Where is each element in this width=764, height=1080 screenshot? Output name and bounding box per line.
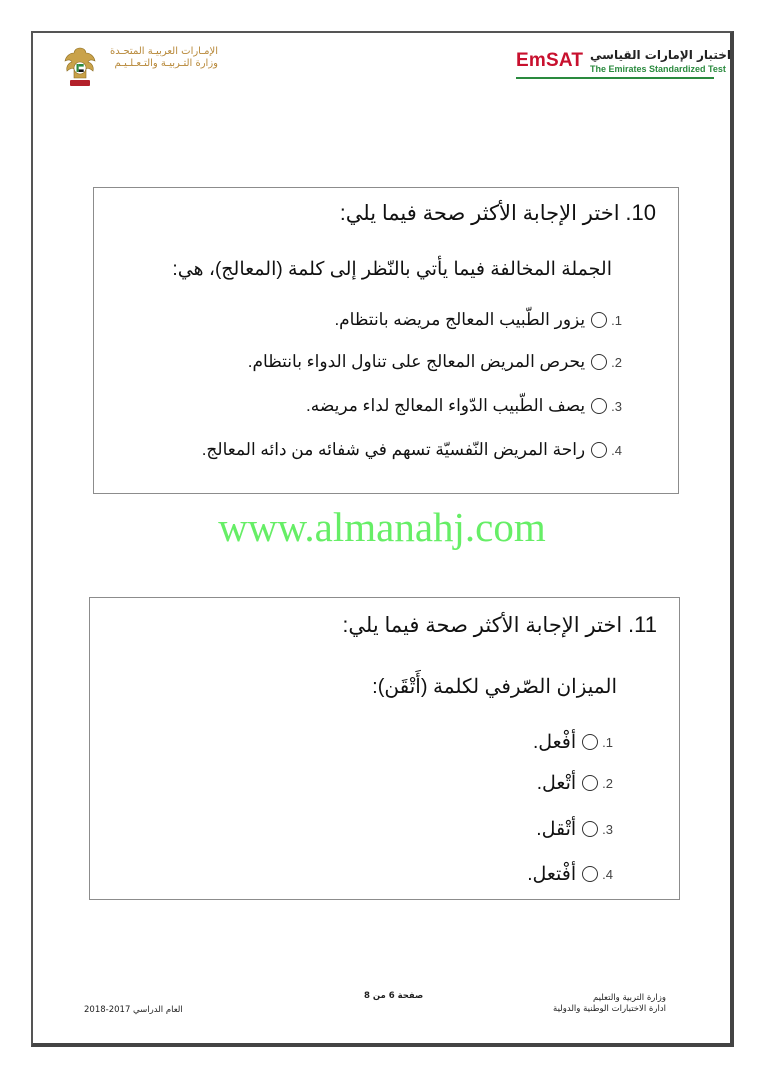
emsat-underline: [516, 77, 714, 79]
radio-button-icon[interactable]: [582, 866, 598, 882]
option-number: .4: [602, 866, 613, 882]
question-10-option-1[interactable]: [334, 308, 622, 332]
footer-department: ادارة الاختبارات الوطنية والدولية: [553, 1004, 666, 1014]
question-10-box: [93, 187, 679, 494]
question-11-option-3[interactable]: [536, 817, 613, 841]
question-10-title: اختر الإجابة الأكثر صحة فيما يلي:: [339, 202, 620, 225]
option-number: .1: [611, 312, 622, 328]
emsat-arabic-title: اختبار الإمارات القياسي: [590, 48, 731, 62]
option-text: يزور الطّبيب المعالج مريضه بانتظام.: [334, 310, 586, 329]
question-11-stem: الميزان الصّرفي لكلمة (أَتْقَن):: [372, 676, 617, 698]
question-11-number: 11.: [628, 612, 657, 637]
uae-emblem-icon: [60, 44, 100, 90]
emsat-logo: [516, 48, 731, 82]
option-text: يصف الطّبيب الدّواء المعالج لداء مريضه.: [306, 396, 586, 415]
footer-academic-year: العام الدراسي 2017-2018: [84, 1005, 183, 1015]
question-10-option-4[interactable]: [202, 438, 622, 462]
radio-button-icon[interactable]: [582, 775, 598, 791]
emsat-wordmark: EmSAT: [516, 50, 584, 71]
option-number: .1: [602, 734, 613, 750]
option-number: .4: [611, 442, 622, 458]
option-number: .3: [602, 821, 613, 837]
question-11-box: [89, 597, 680, 900]
footer-ministry: وزارة التربية والتعليم: [593, 993, 666, 1003]
question-11-option-1[interactable]: [533, 730, 613, 754]
question-10-option-2[interactable]: [248, 350, 622, 374]
ministry-header: [108, 46, 218, 70]
question-11-option-4[interactable]: [527, 862, 613, 886]
website-watermark: www.almanahj.com: [218, 504, 546, 550]
question-10-stem: الجملة المخالفة فيما يأتي بالنّظر إلى كلمة (المعالج)، هي:: [172, 259, 612, 280]
question-11-title: اختر الإجابة الأكثر صحة فيما يلي:: [342, 614, 623, 637]
question-11-option-2[interactable]: [537, 771, 613, 795]
option-text: أفْتعل.: [527, 863, 577, 885]
footer-ministry-block: [553, 993, 666, 1015]
option-number: .3: [611, 398, 622, 414]
ministry-country-label: الإمـارات العربيـة المتحـدة: [110, 46, 218, 57]
option-text: يحرص المريض المعالج على تناول الدواء بانتظام.: [247, 352, 586, 371]
question-11-heading: [343, 612, 657, 638]
option-text: أتْعل.: [536, 772, 577, 794]
radio-button-icon[interactable]: [582, 821, 598, 837]
question-10-number: 10.: [625, 200, 656, 225]
radio-button-icon[interactable]: [591, 354, 607, 370]
radio-button-icon[interactable]: [591, 398, 607, 414]
radio-button-icon[interactable]: [591, 312, 607, 328]
option-text: أفْعل.: [532, 731, 577, 753]
radio-button-icon[interactable]: [582, 734, 598, 750]
radio-button-icon[interactable]: [591, 442, 607, 458]
ministry-name-label: وزارة التـربيـة والتـعـلـيـم: [114, 58, 218, 69]
option-number: .2: [611, 354, 622, 370]
option-text: أتْقل.: [536, 818, 577, 840]
option-text: راحة المريض النّفسيّة تسهم في شفائه من دائه المعالج.: [201, 440, 586, 459]
footer-page-number: صفحة 6 من 8: [364, 991, 424, 1001]
option-number: .2: [602, 775, 613, 791]
question-10-option-3[interactable]: [306, 394, 622, 418]
question-10-heading: [340, 200, 656, 226]
emsat-english-title: The Emirates Standardized Test: [590, 64, 726, 74]
